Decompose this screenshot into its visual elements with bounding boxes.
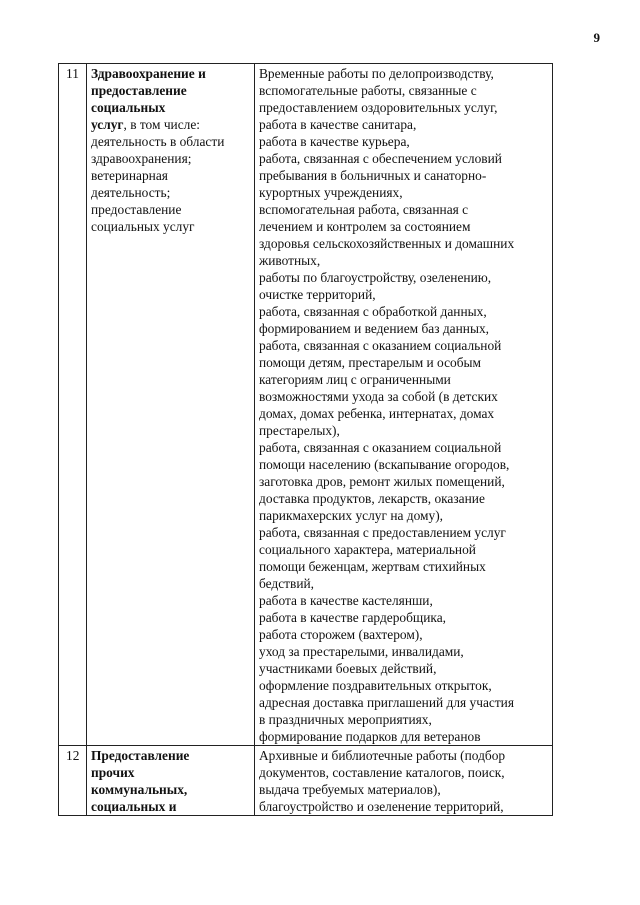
activity-title-line: прочих: [91, 765, 135, 780]
activity-title-line: социальных: [91, 100, 166, 115]
work-type-line: работа в качестве санитара,: [259, 117, 417, 132]
work-types-cell: [255, 64, 553, 746]
activity-detail-line: предоставление: [91, 202, 182, 217]
work-type-line: социального характера, материальной: [259, 542, 476, 557]
work-type-line: работа, связанная с предоставлением услуг: [259, 525, 506, 540]
activity-subtitle-rest: , в том числе:: [123, 117, 201, 132]
work-type-line: документов, составление каталогов, поиск,: [259, 765, 505, 780]
row-number: 12: [66, 748, 80, 763]
page-number: 9: [593, 30, 600, 45]
activity-subtitle-line: [91, 116, 254, 133]
work-types-cell: [255, 746, 553, 816]
activity-detail-line: социальных услуг: [91, 219, 195, 234]
work-type-line: доставка продуктов, лекарств, оказание: [259, 491, 485, 506]
work-type-line: бедствий,: [259, 576, 315, 591]
work-type-line: работа, связанная с оказанием социальной: [259, 440, 502, 455]
activity-title-line: коммунальных,: [91, 782, 188, 797]
work-type-line: уход за престарелыми, инвалидами,: [259, 644, 464, 659]
work-type-line: работы по благоустройству, озеленению,: [259, 270, 492, 285]
work-type-line: адресная доставка приглашений для участия: [259, 695, 515, 710]
activity-name-cell: [87, 746, 255, 816]
work-type-line: лечением и контролем за состоянием: [259, 219, 471, 234]
table-row: [59, 746, 553, 816]
work-type-line: курортных учреждениях,: [259, 185, 403, 200]
work-type-line: работа, связанная с оказанием социальной: [259, 338, 502, 353]
work-type-line: оформление поздравительных открыток,: [259, 678, 492, 693]
work-type-line: формированием и ведением баз данных,: [259, 321, 489, 336]
work-type-line: работа в качестве кастелянши,: [259, 593, 433, 608]
row-number-cell: [59, 64, 87, 746]
work-type-line: вспомогательная работа, связанная с: [259, 202, 469, 217]
work-type-line: категориям лиц с ограниченными: [259, 372, 451, 387]
activity-detail-line: деятельность в области: [91, 134, 225, 149]
work-type-line: здоровья сельскохозяйственных и домашних: [259, 236, 515, 251]
work-type-line: Архивные и библиотечные работы (подбор: [259, 748, 506, 763]
work-type-line: помощи беженцам, жертвам стихийных: [259, 559, 486, 574]
work-type-line: помощи населению (вскапывание огородов,: [259, 457, 510, 472]
row-number-cell: [59, 746, 87, 816]
table-row: [59, 64, 553, 746]
work-type-line: Временные работы по делопроизводству,: [259, 66, 494, 81]
work-type-line: благоустройство и озеленение территорий,: [259, 799, 504, 814]
work-type-line: в праздничных мероприятиях,: [259, 712, 432, 727]
work-type-line: работа, связанная с обеспечением условий: [259, 151, 502, 166]
activity-title-line: Здравоохранение и: [91, 66, 206, 81]
work-type-line: заготовка дров, ремонт жилых помещений,: [259, 474, 505, 489]
work-type-line: работа сторожем (вахтером),: [259, 627, 423, 642]
work-type-line: престарелых),: [259, 423, 340, 438]
activity-detail-line: здравоохранения;: [91, 151, 192, 166]
activity-name-cell: [87, 64, 255, 746]
work-type-line: вспомогательные работы, связанные с: [259, 83, 477, 98]
row-number: 11: [66, 66, 79, 81]
work-type-line: выдача требуемых материалов),: [259, 782, 441, 797]
work-type-line: возможностями ухода за собой (в детских: [259, 389, 498, 404]
work-type-line: помощи детям, престарелым и особым: [259, 355, 482, 370]
work-type-line: работа, связанная с обработкой данных,: [259, 304, 487, 319]
work-type-line: работа в качестве курьера,: [259, 134, 410, 149]
work-type-line: формирование подарков для ветеранов: [259, 729, 481, 744]
activity-detail-line: ветеринарная: [91, 168, 168, 183]
work-type-line: участниками боевых действий,: [259, 661, 437, 676]
work-type-line: домах, домах ребенка, интернатах, домах: [259, 406, 495, 421]
activity-title-line: предоставление: [91, 83, 187, 98]
work-type-line: пребывания в больничных и санаторно-: [259, 168, 487, 183]
work-type-line: работа в качестве гардеробщика,: [259, 610, 446, 625]
activity-detail-line: деятельность;: [91, 185, 171, 200]
work-type-line: очистке территорий,: [259, 287, 376, 302]
work-type-line: предоставлением оздоровительных услуг,: [259, 100, 498, 115]
work-type-line: животных,: [259, 253, 321, 268]
work-type-line: парикмахерских услуг на дому),: [259, 508, 444, 523]
activity-title-fragment: услуг: [91, 117, 124, 132]
activity-title-line: социальных и: [91, 799, 177, 814]
activity-title-line: Предоставление: [91, 748, 190, 763]
activities-table: [58, 63, 553, 816]
